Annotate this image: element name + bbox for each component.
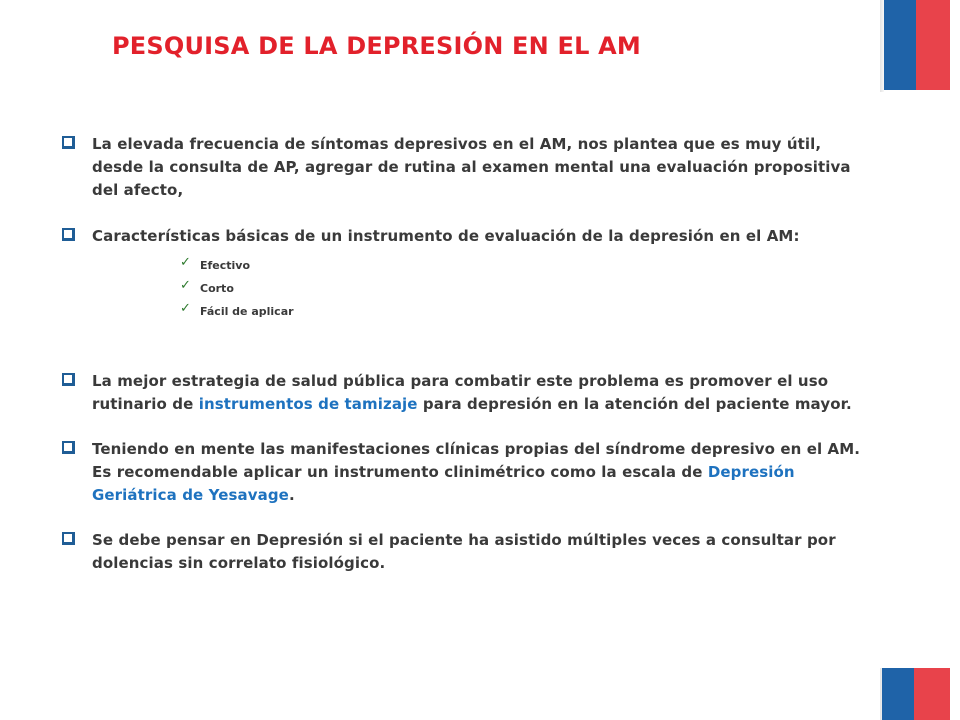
list-item-label: Efectivo: [200, 259, 251, 272]
hollow-square-bullet-icon: [62, 532, 75, 545]
bullet-text: Características básicas de un instrumento de evaluación de la depresión en el AM:: [92, 227, 800, 245]
bullet-text-part: Teniendo en mente las manifestaciones clínicas propias del síndrome depresivo en el AM. Es recomendable aplicar un instrumento clinimétrico como la escala de: [92, 440, 861, 481]
slide-title: PESQUISA DE LA DEPRESIÓN EN EL AM: [112, 32, 641, 60]
bullet-text: La elevada frecuencia de síntomas depresivos en el AM, nos plantea que es muy útil, desde la consulta de AP, agregar de rutina al examen mental una evaluación propositiva del afecto,: [92, 135, 851, 199]
flag-stripes-top: [884, 0, 950, 90]
slide-body: [62, 133, 862, 575]
flag-blue-stripe: [882, 668, 914, 720]
checkmark-icon: ✓: [180, 278, 191, 293]
list-item: [180, 277, 862, 300]
list-item-label: Fácil de aplicar: [200, 305, 294, 318]
highlighted-term: instrumentos de tamizaje: [198, 395, 418, 413]
list-item: [180, 300, 862, 323]
hollow-square-bullet-icon: [62, 136, 75, 149]
flag-red-stripe: [914, 668, 950, 720]
bullet-item: [62, 438, 862, 507]
list-item: [180, 254, 862, 277]
checkmark-icon: ✓: [180, 255, 191, 270]
hollow-square-bullet-icon: [62, 228, 75, 241]
bullet-text: [92, 438, 862, 507]
hollow-square-bullet-icon: [62, 441, 75, 454]
bullet-item: [62, 133, 862, 202]
bullet-text-part: para depresión en la atención del paciente mayor.: [417, 395, 852, 413]
checkmark-icon: ✓: [180, 301, 191, 316]
highlighted-term: Depresión Geriátrica de Yesavage: [92, 463, 795, 504]
bullet-item: [62, 370, 862, 416]
flag-stripes-bottom: [882, 668, 950, 720]
flag-blue-stripe: [884, 0, 916, 90]
bullet-text-part: La mejor estrategia de salud pública para combatir este problema es promover el uso rutinario de: [92, 372, 829, 413]
bullet-text: [92, 370, 862, 416]
bullet-item: [62, 529, 862, 575]
characteristics-list: [180, 254, 862, 323]
hollow-square-bullet-icon: [62, 373, 75, 386]
list-item-label: Corto: [200, 282, 234, 295]
bullet-item: [62, 225, 862, 323]
flag-red-stripe: [916, 0, 950, 90]
bullet-text-part: .: [288, 486, 295, 504]
bullet-text: Se debe pensar en Depresión si el paciente ha asistido múltiples veces a consultar por dolencias sin correlato fisiológico.: [92, 531, 836, 572]
